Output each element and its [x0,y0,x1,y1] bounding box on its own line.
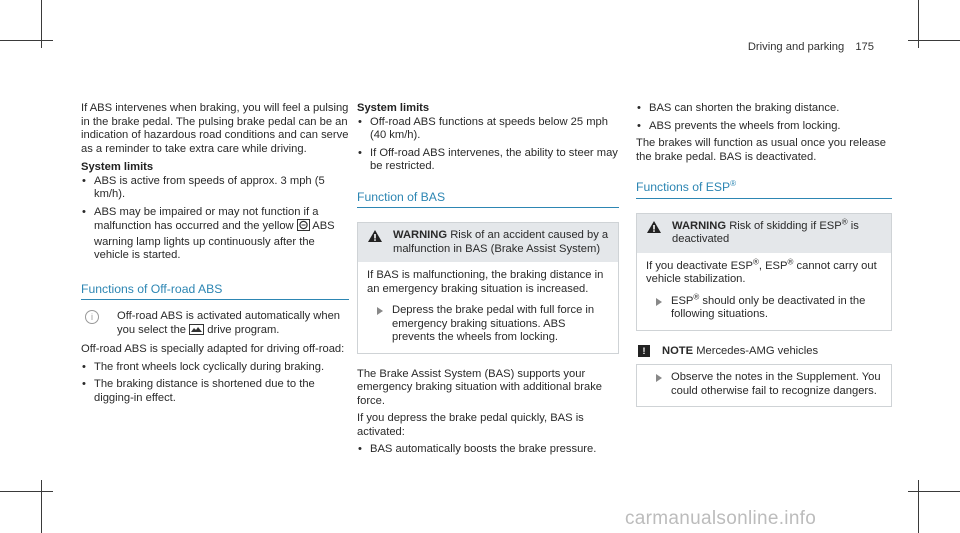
list-item: • Off-road ABS functions at speeds below 25 mph (40 km/h). [357,116,619,143]
list-item: • The braking distance is shortened due to the digging-in effect. [81,378,349,405]
list-item: • The front wheels lock cyclically during braking. [81,361,349,375]
note-header [636,345,892,365]
list-item: • ABS prevents the wheels from locking. [636,120,892,134]
step-arrow-icon [656,374,662,382]
bas-activation: If you depress the brake pedal quickly, BAS is activated: [357,412,584,438]
warning-triangle-icon [367,229,393,256]
warning-body: If you deactivate ESP®, ESP® cannot carry out vehicle stabilization. ESP® should only be deactivated in the following situations. [637,253,891,330]
note-section [636,345,892,408]
bas-warning-box [357,222,619,354]
bas-heading: Function of BAS [357,189,446,204]
offroad-list [81,361,349,406]
action-step: ESP® should only be deactivated in the following situations. [646,295,882,322]
warning-label: WARNING [672,219,727,232]
list-item: • ABS is active from speeds of approx. 3 mph (5 km/h). [81,175,349,202]
warning-title: Risk of an accident caused by a malfunction in BAS (Brake Assist System) [393,229,609,255]
info-note: i Off-road ABS is activated automatically when you select the drive program. [81,310,349,339]
bas-effects-list [636,102,892,133]
offroad-adapted-text: Off-road ABS is specially adapted for driving off-road: [81,343,345,355]
page-header [748,41,874,55]
column-1 [81,102,349,409]
warning-body: If BAS is malfunctioning, the braking distance in an emergency braking situation is increased. Depress the brake pedal with full force in emergency braking situations. ABS prevents the wheels from locking. [358,262,618,353]
page-number: 175 [855,41,874,53]
watermark: carmanualsonline.info [625,508,817,529]
crop-mark [0,40,53,41]
list-item: • If Off-road ABS intervenes, the ability to steer may be restricted. [357,147,619,174]
column-2 [357,102,619,461]
warning-label: WARNING [393,229,448,241]
action-step: Depress the brake pedal with full force in emergency braking situations. ABS prevents the wheels from locking. [367,304,609,345]
crop-mark [908,40,960,41]
note-exclamation-icon: ! [638,345,650,357]
note-label: NOTE [662,344,694,357]
warning-header [358,223,618,262]
brake-release-text: The brakes will function as usual once you release the brake pedal. BAS is deactivated. [636,137,886,163]
abs-intro: If ABS intervenes when braking, you will feel a pulsing in the brake pedal. The pulsing brake pedal can be an indication of hazardous road conditions and can serve as a reminder to take extra care while driving. [81,102,349,155]
note-title: Mercedes-AMG vehicles [696,344,819,357]
step-arrow-icon [377,307,383,315]
bas-list [357,443,619,457]
abs-warning-lamp-icon [297,219,310,236]
crop-mark [41,480,42,533]
offroad-abs-heading-rule [81,283,349,301]
warning-header: WARNING Risk of skidding if ESP® is deactivated [637,214,891,253]
list-item: • BAS can shorten the braking distance. [636,102,892,116]
system-limits-heading: System limits [81,161,154,173]
info-icon: i [85,310,99,324]
column-3 [636,102,892,407]
offroad-abs-heading: Functions of Off-road ABS [81,281,223,296]
crop-mark [908,491,960,492]
abs-limits-list [81,175,349,263]
offroad-program-icon [189,324,204,340]
warning-triangle-icon [646,220,672,247]
action-step: Observe the notes in the Supplement. You could otherwise fail to recognize dangers. [646,371,882,398]
bas-heading-rule [357,191,619,209]
esp-warning-box [636,213,892,331]
esp-heading-rule [636,178,892,199]
esp-heading: Functions of ESP® [636,178,737,194]
bas-description: The Brake Assist System (BAS) supports your emergency braking situation with additional brake force. [357,367,603,407]
step-arrow-icon [656,298,662,306]
section-title: Driving and parking [747,41,845,53]
note-box [636,364,892,407]
list-item: • BAS automatically boosts the brake pressure. [357,443,619,457]
list-item: • ABS may be impaired or may not function if a malfunction has occurred and the yellow ABS warning lamp lights up continuously after the vehicle is started. [81,206,349,263]
system-limits-heading: System limits [357,102,430,114]
crop-mark [0,491,53,492]
crop-mark [918,480,919,533]
offroad-limits-list [357,116,619,174]
